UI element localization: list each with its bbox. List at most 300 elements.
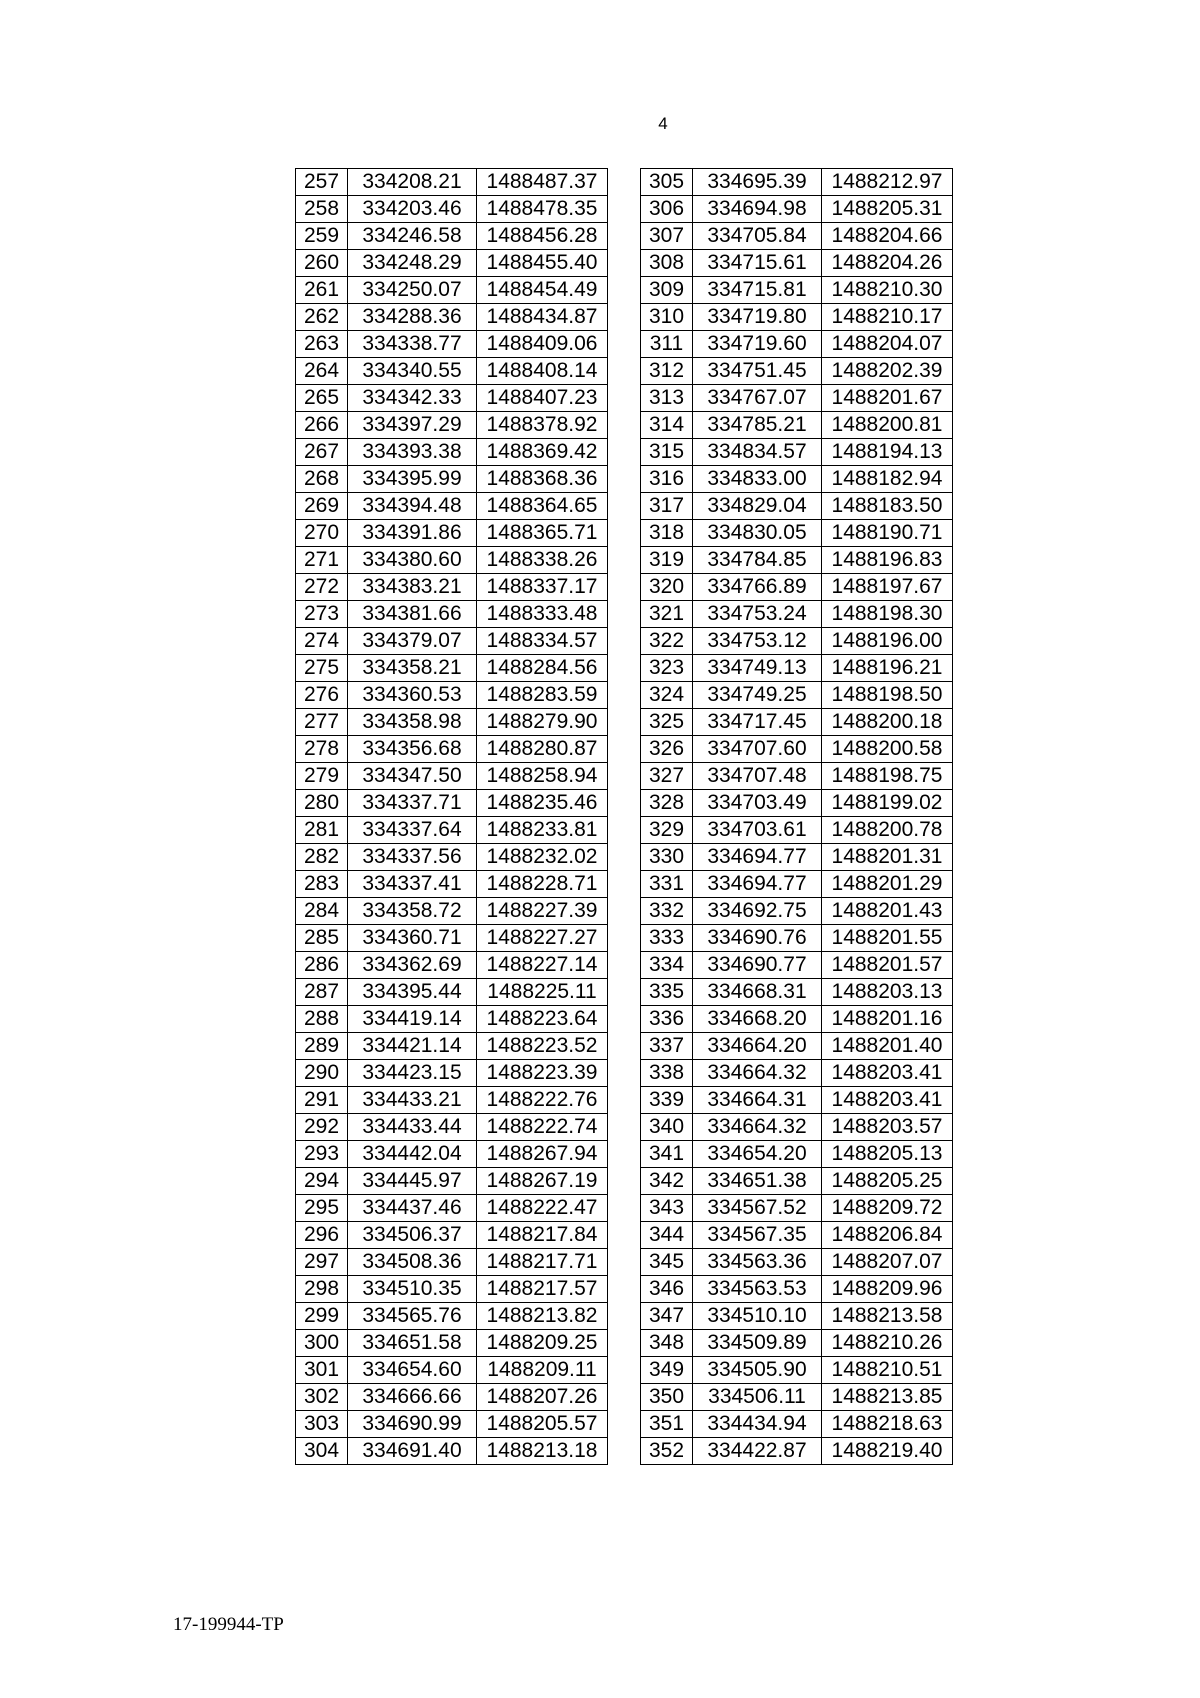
point-number-cell: 331 (641, 871, 693, 898)
table-row (641, 277, 953, 304)
point-number-cell: 346 (641, 1276, 693, 1303)
table-row (641, 196, 953, 223)
y-coordinate-cell: 1488267.19 (477, 1168, 608, 1195)
table-row (641, 601, 953, 628)
table-row (641, 952, 953, 979)
y-coordinate-cell: 1488222.76 (477, 1087, 608, 1114)
point-number-cell: 296 (296, 1222, 348, 1249)
point-number-cell: 340 (641, 1114, 693, 1141)
y-coordinate-cell: 1488222.74 (477, 1114, 608, 1141)
table-row (296, 1438, 608, 1465)
table-row (296, 952, 608, 979)
x-coordinate-cell: 334715.81 (693, 277, 822, 304)
point-number-cell: 276 (296, 682, 348, 709)
x-coordinate-cell: 334719.80 (693, 304, 822, 331)
y-coordinate-cell: 1488258.94 (477, 763, 608, 790)
point-number-cell: 286 (296, 952, 348, 979)
x-coordinate-cell: 334337.64 (348, 817, 477, 844)
table-row (641, 736, 953, 763)
y-coordinate-cell: 1488190.71 (822, 520, 953, 547)
table-row (641, 925, 953, 952)
y-coordinate-cell: 1488338.26 (477, 547, 608, 574)
x-coordinate-cell: 334833.00 (693, 466, 822, 493)
point-number-cell: 349 (641, 1357, 693, 1384)
x-coordinate-cell: 334508.36 (348, 1249, 477, 1276)
table-row (641, 412, 953, 439)
table-row (296, 358, 608, 385)
x-coordinate-cell: 334694.98 (693, 196, 822, 223)
point-number-cell: 310 (641, 304, 693, 331)
table-row (296, 817, 608, 844)
x-coordinate-cell: 334509.89 (693, 1330, 822, 1357)
table-row (296, 196, 608, 223)
x-coordinate-cell: 334563.53 (693, 1276, 822, 1303)
x-coordinate-cell: 334766.89 (693, 574, 822, 601)
table-row (296, 736, 608, 763)
x-coordinate-cell: 334749.13 (693, 655, 822, 682)
x-coordinate-cell: 334358.98 (348, 709, 477, 736)
y-coordinate-cell: 1488200.18 (822, 709, 953, 736)
x-coordinate-cell: 334690.76 (693, 925, 822, 952)
table-row (641, 1384, 953, 1411)
y-coordinate-cell: 1488213.18 (477, 1438, 608, 1465)
x-coordinate-cell: 334442.04 (348, 1141, 477, 1168)
point-number-cell: 297 (296, 1249, 348, 1276)
x-coordinate-cell: 334664.32 (693, 1114, 822, 1141)
x-coordinate-cell: 334705.84 (693, 223, 822, 250)
table-row (641, 547, 953, 574)
point-number-cell: 266 (296, 412, 348, 439)
table-row (296, 1303, 608, 1330)
y-coordinate-cell: 1488203.41 (822, 1060, 953, 1087)
point-number-cell: 339 (641, 1087, 693, 1114)
table-row (296, 1276, 608, 1303)
x-coordinate-cell: 334248.29 (348, 250, 477, 277)
y-coordinate-cell: 1488407.23 (477, 385, 608, 412)
table-row (296, 925, 608, 952)
x-coordinate-cell: 334664.20 (693, 1033, 822, 1060)
x-coordinate-cell: 334203.46 (348, 196, 477, 223)
x-coordinate-cell: 334563.36 (693, 1249, 822, 1276)
point-number-cell: 263 (296, 331, 348, 358)
table-row (296, 1249, 608, 1276)
y-coordinate-cell: 1488201.67 (822, 385, 953, 412)
table-row (296, 871, 608, 898)
y-coordinate-cell: 1488365.71 (477, 520, 608, 547)
point-number-cell: 330 (641, 844, 693, 871)
table-row (296, 466, 608, 493)
y-coordinate-cell: 1488204.07 (822, 331, 953, 358)
point-number-cell: 259 (296, 223, 348, 250)
x-coordinate-cell: 334380.60 (348, 547, 477, 574)
point-number-cell: 289 (296, 1033, 348, 1060)
y-coordinate-cell: 1488201.57 (822, 952, 953, 979)
table-row (641, 1006, 953, 1033)
x-coordinate-cell: 334383.21 (348, 574, 477, 601)
y-coordinate-cell: 1488218.63 (822, 1411, 953, 1438)
x-coordinate-cell: 334715.61 (693, 250, 822, 277)
point-number-cell: 316 (641, 466, 693, 493)
y-coordinate-cell: 1488209.96 (822, 1276, 953, 1303)
y-coordinate-cell: 1488202.39 (822, 358, 953, 385)
point-number-cell: 278 (296, 736, 348, 763)
x-coordinate-cell: 334422.87 (693, 1438, 822, 1465)
point-number-cell: 285 (296, 925, 348, 952)
point-number-cell: 335 (641, 979, 693, 1006)
x-coordinate-cell: 334830.05 (693, 520, 822, 547)
table-row (296, 1033, 608, 1060)
point-number-cell: 305 (641, 169, 693, 196)
y-coordinate-cell: 1488196.00 (822, 628, 953, 655)
point-number-cell: 292 (296, 1114, 348, 1141)
y-coordinate-cell: 1488378.92 (477, 412, 608, 439)
point-number-cell: 313 (641, 385, 693, 412)
y-coordinate-cell: 1488228.71 (477, 871, 608, 898)
table-row (296, 1222, 608, 1249)
x-coordinate-cell: 334692.75 (693, 898, 822, 925)
point-number-cell: 300 (296, 1330, 348, 1357)
y-coordinate-cell: 1488222.47 (477, 1195, 608, 1222)
point-number-cell: 290 (296, 1060, 348, 1087)
table-row (641, 1141, 953, 1168)
point-number-cell: 274 (296, 628, 348, 655)
y-coordinate-cell: 1488207.26 (477, 1384, 608, 1411)
table-row (296, 1060, 608, 1087)
x-coordinate-cell: 334654.60 (348, 1357, 477, 1384)
table-row (641, 385, 953, 412)
x-coordinate-cell: 334664.31 (693, 1087, 822, 1114)
point-number-cell: 320 (641, 574, 693, 601)
x-coordinate-cell: 334445.97 (348, 1168, 477, 1195)
table-row (296, 628, 608, 655)
point-number-cell: 258 (296, 196, 348, 223)
table-row (296, 520, 608, 547)
table-row (296, 169, 608, 196)
x-coordinate-cell: 334691.40 (348, 1438, 477, 1465)
point-number-cell: 348 (641, 1330, 693, 1357)
table-row (641, 1114, 953, 1141)
table-row (296, 763, 608, 790)
x-coordinate-cell: 334433.44 (348, 1114, 477, 1141)
y-coordinate-cell: 1488204.26 (822, 250, 953, 277)
table-row (641, 520, 953, 547)
point-number-cell: 322 (641, 628, 693, 655)
y-coordinate-cell: 1488203.41 (822, 1087, 953, 1114)
point-number-cell: 347 (641, 1303, 693, 1330)
y-coordinate-cell: 1488283.59 (477, 682, 608, 709)
y-coordinate-cell: 1488369.42 (477, 439, 608, 466)
table-row (296, 655, 608, 682)
y-coordinate-cell: 1488205.13 (822, 1141, 953, 1168)
y-coordinate-cell: 1488213.58 (822, 1303, 953, 1330)
x-coordinate-cell: 334567.52 (693, 1195, 822, 1222)
y-coordinate-cell: 1488408.14 (477, 358, 608, 385)
point-number-cell: 321 (641, 601, 693, 628)
y-coordinate-cell: 1488213.85 (822, 1384, 953, 1411)
point-number-cell: 283 (296, 871, 348, 898)
y-coordinate-cell: 1488487.37 (477, 169, 608, 196)
point-number-cell: 317 (641, 493, 693, 520)
x-coordinate-cell: 334397.29 (348, 412, 477, 439)
point-number-cell: 257 (296, 169, 348, 196)
y-coordinate-cell: 1488201.16 (822, 1006, 953, 1033)
y-coordinate-cell: 1488199.02 (822, 790, 953, 817)
table-row (296, 1006, 608, 1033)
x-coordinate-cell: 334250.07 (348, 277, 477, 304)
x-coordinate-cell: 334356.68 (348, 736, 477, 763)
table-row (296, 898, 608, 925)
table-row (641, 790, 953, 817)
y-coordinate-cell: 1488182.94 (822, 466, 953, 493)
table-row (641, 1168, 953, 1195)
x-coordinate-cell: 334690.99 (348, 1411, 477, 1438)
y-coordinate-cell: 1488217.84 (477, 1222, 608, 1249)
table-row (641, 682, 953, 709)
y-coordinate-cell: 1488210.30 (822, 277, 953, 304)
point-number-cell: 332 (641, 898, 693, 925)
table-row (641, 709, 953, 736)
x-coordinate-cell: 334567.35 (693, 1222, 822, 1249)
point-number-cell: 307 (641, 223, 693, 250)
point-number-cell: 333 (641, 925, 693, 952)
y-coordinate-cell: 1488194.13 (822, 439, 953, 466)
x-coordinate-cell: 334666.66 (348, 1384, 477, 1411)
point-number-cell: 311 (641, 331, 693, 358)
x-coordinate-cell: 334342.33 (348, 385, 477, 412)
table-row (641, 628, 953, 655)
table-row (296, 493, 608, 520)
y-coordinate-cell: 1488209.11 (477, 1357, 608, 1384)
x-coordinate-cell: 334707.60 (693, 736, 822, 763)
point-number-cell: 304 (296, 1438, 348, 1465)
point-number-cell: 351 (641, 1411, 693, 1438)
y-coordinate-cell: 1488213.82 (477, 1303, 608, 1330)
x-coordinate-cell: 334829.04 (693, 493, 822, 520)
x-coordinate-cell: 334505.90 (693, 1357, 822, 1384)
x-coordinate-cell: 334419.14 (348, 1006, 477, 1033)
y-coordinate-cell: 1488198.75 (822, 763, 953, 790)
y-coordinate-cell: 1488210.51 (822, 1357, 953, 1384)
point-number-cell: 275 (296, 655, 348, 682)
table-row (641, 1033, 953, 1060)
y-coordinate-cell: 1488210.26 (822, 1330, 953, 1357)
point-number-cell: 334 (641, 952, 693, 979)
y-coordinate-cell: 1488207.07 (822, 1249, 953, 1276)
y-coordinate-cell: 1488201.43 (822, 898, 953, 925)
y-coordinate-cell: 1488183.50 (822, 493, 953, 520)
y-coordinate-cell: 1488334.57 (477, 628, 608, 655)
x-coordinate-cell: 334288.36 (348, 304, 477, 331)
y-coordinate-cell: 1488209.25 (477, 1330, 608, 1357)
y-coordinate-cell: 1488267.94 (477, 1141, 608, 1168)
x-coordinate-cell: 334246.58 (348, 223, 477, 250)
y-coordinate-cell: 1488225.11 (477, 979, 608, 1006)
point-number-cell: 337 (641, 1033, 693, 1060)
y-coordinate-cell: 1488203.57 (822, 1114, 953, 1141)
table-row (641, 574, 953, 601)
table-row (641, 1087, 953, 1114)
table-row (641, 466, 953, 493)
table-row (641, 331, 953, 358)
table-row (296, 385, 608, 412)
point-number-cell: 269 (296, 493, 348, 520)
x-coordinate-cell: 334654.20 (693, 1141, 822, 1168)
table-row (641, 1222, 953, 1249)
document-code: 17-199944-TP (173, 1614, 284, 1635)
point-number-cell: 260 (296, 250, 348, 277)
x-coordinate-cell: 334358.72 (348, 898, 477, 925)
x-coordinate-cell: 334381.66 (348, 601, 477, 628)
y-coordinate-cell: 1488235.46 (477, 790, 608, 817)
x-coordinate-cell: 334437.46 (348, 1195, 477, 1222)
table-row (641, 655, 953, 682)
y-coordinate-cell: 1488284.56 (477, 655, 608, 682)
y-coordinate-cell: 1488223.64 (477, 1006, 608, 1033)
table-row (296, 1411, 608, 1438)
x-coordinate-cell: 334749.25 (693, 682, 822, 709)
table-row (641, 817, 953, 844)
point-number-cell: 328 (641, 790, 693, 817)
x-coordinate-cell: 334434.94 (693, 1411, 822, 1438)
point-number-cell: 262 (296, 304, 348, 331)
x-coordinate-cell: 334664.32 (693, 1060, 822, 1087)
x-coordinate-cell: 334565.76 (348, 1303, 477, 1330)
y-coordinate-cell: 1488205.31 (822, 196, 953, 223)
table-row (641, 1303, 953, 1330)
y-coordinate-cell: 1488227.39 (477, 898, 608, 925)
y-coordinate-cell: 1488217.71 (477, 1249, 608, 1276)
point-number-cell: 265 (296, 385, 348, 412)
table-row (641, 1060, 953, 1087)
y-coordinate-cell: 1488209.72 (822, 1195, 953, 1222)
table-row (296, 223, 608, 250)
y-coordinate-cell: 1488280.87 (477, 736, 608, 763)
x-coordinate-cell: 334690.77 (693, 952, 822, 979)
y-coordinate-cell: 1488200.78 (822, 817, 953, 844)
table-row (296, 1384, 608, 1411)
table-row (641, 439, 953, 466)
table-row (641, 844, 953, 871)
x-coordinate-cell: 334347.50 (348, 763, 477, 790)
x-coordinate-cell: 334340.55 (348, 358, 477, 385)
table-row (296, 790, 608, 817)
point-number-cell: 326 (641, 736, 693, 763)
point-number-cell: 273 (296, 601, 348, 628)
point-number-cell: 325 (641, 709, 693, 736)
point-number-cell: 352 (641, 1438, 693, 1465)
table-row (641, 493, 953, 520)
point-number-cell: 291 (296, 1087, 348, 1114)
y-coordinate-cell: 1488201.31 (822, 844, 953, 871)
x-coordinate-cell: 334753.12 (693, 628, 822, 655)
point-number-cell: 342 (641, 1168, 693, 1195)
point-number-cell: 338 (641, 1060, 693, 1087)
x-coordinate-cell: 334751.45 (693, 358, 822, 385)
x-coordinate-cell: 334695.39 (693, 169, 822, 196)
point-number-cell: 303 (296, 1411, 348, 1438)
table-row (641, 979, 953, 1006)
y-coordinate-cell: 1488200.58 (822, 736, 953, 763)
table-row (641, 250, 953, 277)
table-row (641, 304, 953, 331)
table-row (296, 1330, 608, 1357)
x-coordinate-cell: 334703.49 (693, 790, 822, 817)
y-coordinate-cell: 1488368.36 (477, 466, 608, 493)
x-coordinate-cell: 334719.60 (693, 331, 822, 358)
table-row (641, 1330, 953, 1357)
point-number-cell: 329 (641, 817, 693, 844)
y-coordinate-cell: 1488217.57 (477, 1276, 608, 1303)
y-coordinate-cell: 1488197.67 (822, 574, 953, 601)
y-coordinate-cell: 1488478.35 (477, 196, 608, 223)
x-coordinate-cell: 334208.21 (348, 169, 477, 196)
point-number-cell: 280 (296, 790, 348, 817)
point-number-cell: 343 (641, 1195, 693, 1222)
point-number-cell: 261 (296, 277, 348, 304)
point-number-cell: 345 (641, 1249, 693, 1276)
x-coordinate-cell: 334506.11 (693, 1384, 822, 1411)
point-number-cell: 298 (296, 1276, 348, 1303)
table-row (296, 1357, 608, 1384)
table-row (296, 1114, 608, 1141)
table-row (641, 1195, 953, 1222)
x-coordinate-cell: 334394.48 (348, 493, 477, 520)
coordinate-table-left (295, 168, 608, 1465)
point-number-cell: 341 (641, 1141, 693, 1168)
x-coordinate-cell: 334834.57 (693, 439, 822, 466)
y-coordinate-cell: 1488279.90 (477, 709, 608, 736)
table-row (641, 223, 953, 250)
y-coordinate-cell: 1488198.50 (822, 682, 953, 709)
y-coordinate-cell: 1488454.49 (477, 277, 608, 304)
table-row (641, 763, 953, 790)
x-coordinate-cell: 334651.58 (348, 1330, 477, 1357)
table-row (296, 709, 608, 736)
x-coordinate-cell: 334694.77 (693, 871, 822, 898)
point-number-cell: 267 (296, 439, 348, 466)
x-coordinate-cell: 334668.20 (693, 1006, 822, 1033)
table-row (641, 1438, 953, 1465)
point-number-cell: 344 (641, 1222, 693, 1249)
point-number-cell: 308 (641, 250, 693, 277)
point-number-cell: 323 (641, 655, 693, 682)
y-coordinate-cell: 1488206.84 (822, 1222, 953, 1249)
y-coordinate-cell: 1488333.48 (477, 601, 608, 628)
y-coordinate-cell: 1488196.83 (822, 547, 953, 574)
y-coordinate-cell: 1488227.14 (477, 952, 608, 979)
x-coordinate-cell: 334510.35 (348, 1276, 477, 1303)
y-coordinate-cell: 1488198.30 (822, 601, 953, 628)
y-coordinate-cell: 1488409.06 (477, 331, 608, 358)
point-number-cell: 302 (296, 1384, 348, 1411)
table-row (296, 979, 608, 1006)
table-row (641, 358, 953, 385)
table-row (296, 844, 608, 871)
x-coordinate-cell: 334337.71 (348, 790, 477, 817)
x-coordinate-cell: 334784.85 (693, 547, 822, 574)
x-coordinate-cell: 334694.77 (693, 844, 822, 871)
x-coordinate-cell: 334379.07 (348, 628, 477, 655)
point-number-cell: 270 (296, 520, 348, 547)
point-number-cell: 281 (296, 817, 348, 844)
point-number-cell: 282 (296, 844, 348, 871)
point-number-cell: 288 (296, 1006, 348, 1033)
y-coordinate-cell: 1488201.40 (822, 1033, 953, 1060)
x-coordinate-cell: 334651.38 (693, 1168, 822, 1195)
table-row (641, 1249, 953, 1276)
table-row (296, 1087, 608, 1114)
x-coordinate-cell: 334668.31 (693, 979, 822, 1006)
